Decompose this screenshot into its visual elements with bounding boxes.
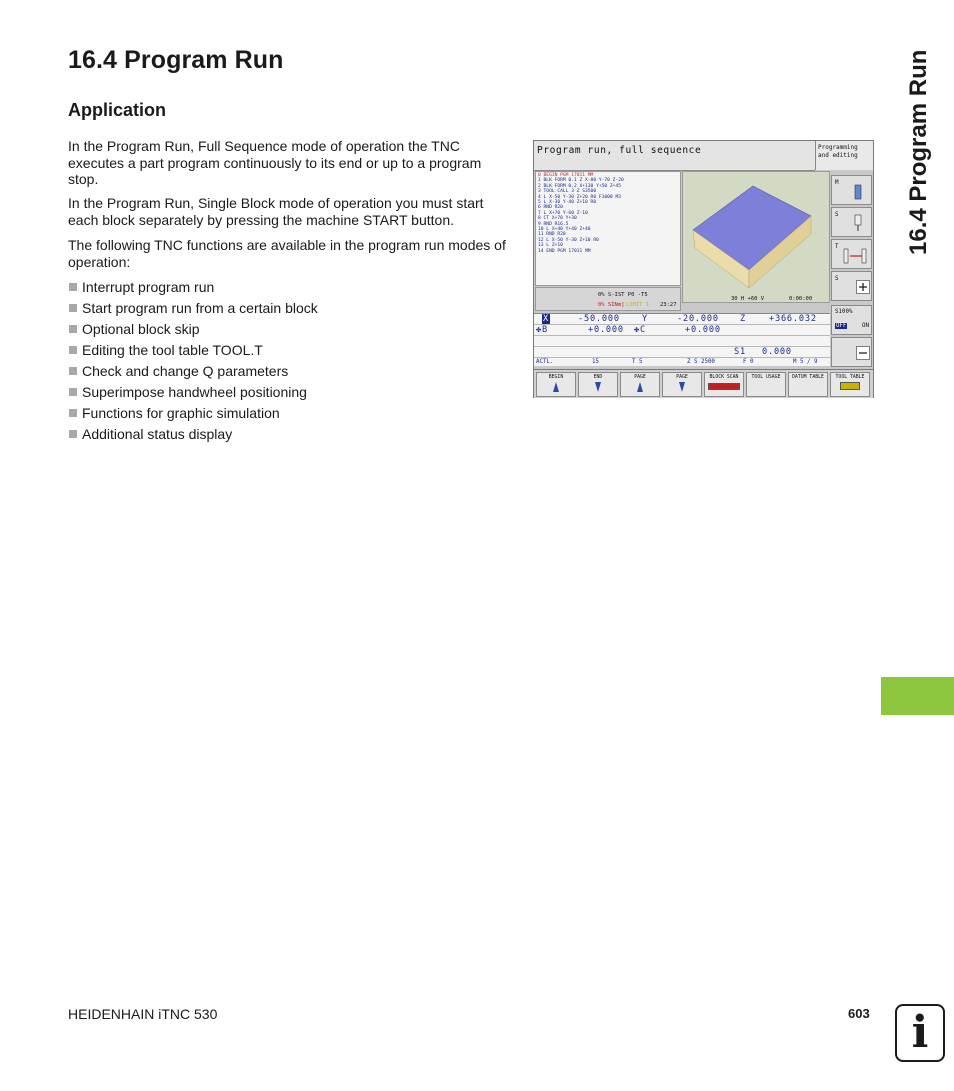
minus-icon bbox=[856, 346, 870, 360]
program-line: 8 CT X+70 Y+30 bbox=[538, 216, 577, 222]
page-up-softkey[interactable]: PAGE bbox=[620, 372, 660, 397]
list-item: Optional block skip bbox=[68, 321, 318, 342]
program-line: 9 RND R16.5 bbox=[538, 221, 569, 227]
axis-c-label: ✤C bbox=[634, 325, 646, 335]
program-line: 2 BLK FORM 0.2 X+130 Y+50 Z+45 bbox=[538, 183, 621, 189]
workpiece-block-graphic bbox=[683, 172, 829, 294]
block-scan-softkey[interactable]: BLOCK SCAN bbox=[704, 372, 744, 397]
program-line: 4 L X-50 Y-30 Z+20 R0 F1000 M3 bbox=[538, 194, 621, 200]
on-indicator: ON bbox=[862, 323, 869, 329]
tool-offset-icon bbox=[842, 248, 868, 266]
begin-softkey[interactable]: BEGIN bbox=[536, 372, 576, 397]
program-line: 13 L Z+10 bbox=[538, 243, 563, 249]
program-line: 14 END PGM 17011 MM bbox=[538, 248, 591, 254]
tool-number-field: 15 bbox=[592, 359, 599, 365]
tool-field: T 5 bbox=[632, 359, 643, 365]
coords-row bbox=[534, 347, 830, 358]
horizontal-softkey-bar bbox=[534, 369, 873, 398]
program-line: 12 L X-50 Y-30 Z+10 R0 bbox=[538, 237, 599, 243]
off-indicator: OFF bbox=[836, 323, 847, 329]
arrow-up-icon bbox=[553, 382, 559, 392]
section-title: 16.4 Program Run bbox=[68, 46, 284, 74]
paragraph-2: In the Program Run, Single Block mode of operation you must start each block separately by pressing the machine START button. bbox=[68, 195, 484, 228]
page-number: 603 bbox=[848, 1006, 870, 1021]
square-bullet-icon bbox=[69, 304, 77, 312]
list-item: Check and change Q parameters bbox=[68, 363, 318, 384]
square-bullet-icon bbox=[69, 409, 77, 417]
block-scan-icon bbox=[708, 383, 740, 390]
program-line: 10 L X+40 Y+40 Z+40 bbox=[538, 227, 591, 233]
info-row bbox=[534, 358, 830, 367]
square-bullet-icon bbox=[69, 346, 77, 354]
spindle-speed-field: Z S 2500 bbox=[687, 359, 715, 365]
list-item: Additional status display bbox=[68, 426, 318, 447]
actual-position-label: ACTL. bbox=[536, 359, 554, 365]
coords-row bbox=[534, 325, 830, 336]
program-line: 5 L X-30 Y-40 Z+10 R0 bbox=[538, 200, 597, 206]
program-line: 6 RND R20 bbox=[538, 205, 563, 211]
m-function-softkey[interactable]: M bbox=[831, 175, 872, 205]
function-list bbox=[68, 279, 318, 447]
spindle-softkey[interactable]: S bbox=[831, 207, 872, 237]
info-icon: i bbox=[895, 1004, 945, 1062]
square-bullet-icon bbox=[69, 388, 77, 396]
graphic-view-angles: 30 H +60 V bbox=[731, 296, 765, 302]
spindle-label: S1 bbox=[734, 347, 746, 357]
tool-table-icon bbox=[840, 382, 860, 390]
coords-row-empty bbox=[534, 336, 830, 347]
paragraph-1: In the Program Run, Full Sequence mode of operation the TNC executes a part program continuously to its end or up to a program stop. bbox=[68, 138, 482, 187]
arrow-down-icon bbox=[679, 382, 685, 392]
list-item: Editing the tool table TOOL.T bbox=[68, 342, 318, 363]
override-toggle-softkey[interactable]: S100% OFF ON bbox=[831, 305, 872, 335]
status-display: 0% S-IST P0 -T5 0% SINm] LIMIT 1 23:27 bbox=[535, 287, 681, 311]
feed-field: F 0 bbox=[743, 359, 754, 365]
axis-z-label: Z bbox=[740, 314, 746, 324]
graphic-run-time: 0:00:00 bbox=[789, 296, 813, 302]
position-display bbox=[534, 313, 830, 366]
square-bullet-icon bbox=[69, 367, 77, 375]
list-item: Superimpose handwheel positioning bbox=[68, 384, 318, 405]
list-item: Start program run from a certain block bbox=[68, 300, 318, 321]
graphic-simulation-window bbox=[682, 171, 830, 303]
secondary-mode-indicator[interactable]: Programming and editing bbox=[815, 141, 873, 170]
spindle-icon bbox=[850, 214, 866, 232]
axis-b-label: ✤B bbox=[536, 325, 548, 335]
tool-usage-softkey[interactable]: TOOL USAGE bbox=[746, 372, 786, 397]
side-tab-chapter-title: 16.4 Program Run bbox=[905, 50, 932, 256]
axis-c-value: +0.000 bbox=[685, 325, 721, 335]
spindle-plus-softkey[interactable]: S bbox=[831, 271, 872, 301]
axis-y-label: Y bbox=[642, 314, 648, 324]
end-softkey[interactable]: END bbox=[578, 372, 618, 397]
square-bullet-icon bbox=[69, 325, 77, 333]
program-listing bbox=[535, 171, 681, 286]
operating-mode-title: Program run, full sequence bbox=[537, 145, 702, 156]
m-function-field: M 5 / 9 bbox=[793, 359, 818, 365]
tool-softkey[interactable]: T bbox=[831, 239, 872, 269]
axis-x-value: -50.000 bbox=[578, 314, 620, 324]
program-line: 1 BLK FORM 0.1 Z X-80 Y-70 Z-20 bbox=[538, 178, 624, 184]
axis-b-value: +0.000 bbox=[588, 325, 624, 335]
tool-table-softkey[interactable]: TOOL TABLE bbox=[830, 372, 870, 397]
chapter-color-tab bbox=[881, 677, 954, 715]
square-bullet-icon bbox=[69, 430, 77, 438]
spindle-value: 0.000 bbox=[762, 347, 792, 357]
list-item: Interrupt program run bbox=[68, 279, 318, 300]
axis-y-value: -20.000 bbox=[677, 314, 719, 324]
paragraph-3: The following TNC functions are available in the program run modes of operation: bbox=[68, 237, 506, 270]
program-line: 11 RND R20 bbox=[538, 232, 566, 238]
footer-product-name: HEIDENHAIN iTNC 530 bbox=[68, 1006, 218, 1022]
arrow-down-icon bbox=[595, 382, 601, 392]
program-line: 3 TOOL CALL 3 Z S3500 bbox=[538, 189, 597, 195]
datum-table-softkey[interactable]: DATUM TABLE bbox=[788, 372, 828, 397]
page-down-softkey[interactable]: PAGE bbox=[662, 372, 702, 397]
program-line: 0 BEGIN PGM 17011 MM bbox=[538, 173, 594, 178]
list-item: Functions for graphic simulation bbox=[68, 405, 318, 426]
program-line: 7 L X+70 Y-60 Z-10 bbox=[538, 210, 588, 216]
tnc-screen-screenshot bbox=[533, 140, 874, 398]
subheading: Application bbox=[68, 100, 166, 120]
magnifier-tool-icon bbox=[850, 184, 866, 200]
vertical-softkey-bar bbox=[830, 171, 873, 369]
axis-z-value: +366.032 bbox=[769, 314, 817, 324]
plus-icon bbox=[856, 280, 870, 294]
coords-row bbox=[534, 314, 830, 325]
screen-header bbox=[534, 141, 815, 171]
spindle-minus-softkey[interactable] bbox=[831, 337, 872, 367]
arrow-up-icon bbox=[637, 382, 643, 392]
square-bullet-icon bbox=[69, 283, 77, 291]
axis-x-label: X bbox=[543, 314, 549, 324]
